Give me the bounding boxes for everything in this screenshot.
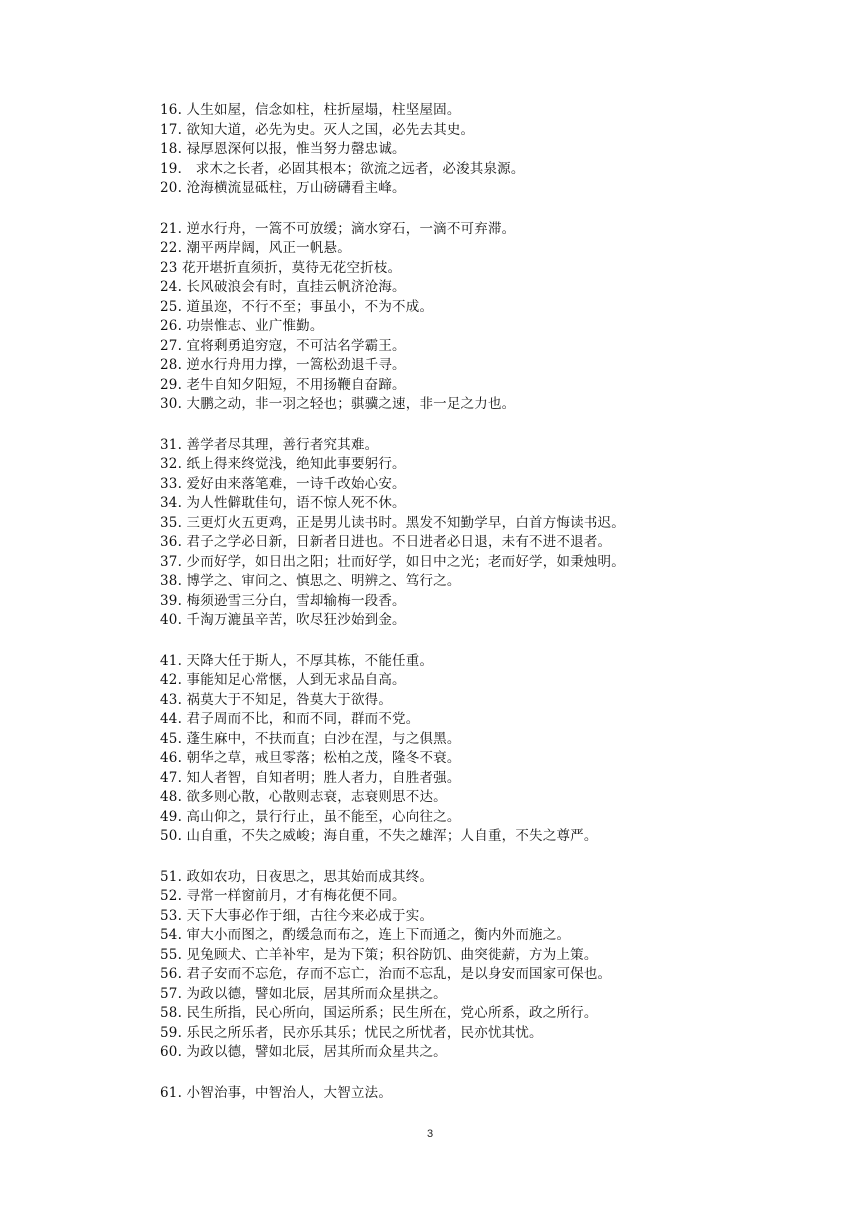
quote-line-49: 49. 高山仰之，景行行止，虽不能至，心向往之。 — [160, 808, 461, 825]
quote-line-42: 42. 事能知足心常惬，人到无求品自高。 — [160, 672, 406, 688]
quote-line-59: 59. 乐民之所乐者，民亦乐其乐；忧民之所忧者，民亦忧其忧。 — [160, 1024, 543, 1041]
quote-line-56: 56. 君子安而不忘危，存而不忘亡，治而不忘乱，是以身安而国家可保也。 — [160, 966, 612, 982]
quote-line-41: 41. 天降大任于斯人，不厚其栋，不能任重。 — [160, 652, 434, 669]
quote-group-21-30 — [160, 220, 810, 415]
quote-line-20: 20. 沧海横流显砥柱，万山磅礴看主峰。 — [160, 180, 406, 196]
quote-line-22: 22. 潮平两岸阔，风正一帆悬。 — [160, 240, 351, 256]
quote-line-28: 28. 逆水行舟用力撑，一篙松劲退千寻。 — [160, 357, 406, 373]
quote-line-61: 61. 小智治事，中智治人，大智立法。 — [160, 1084, 393, 1101]
page-number: 3 — [426, 1128, 434, 1140]
quote-line-25: 25. 道虽迩，不行不至；事虽小，不为不成。 — [160, 298, 434, 315]
quote-line-18: 18. 禄厚恩深何以报，惟当努力罄忠诚。 — [160, 141, 406, 157]
quote-line-26: 26. 功崇惟志、业广惟勤。 — [160, 318, 324, 334]
quote-line-32: 32. 纸上得来终觉浅，绝知此事要躬行。 — [160, 456, 406, 472]
quote-line-60: 60. 为政以德，譬如北辰，居其所而众星共之。 — [160, 1044, 447, 1060]
quote-line-24: 24. 长风破浪会有时，直挂云帆济沧海。 — [160, 279, 406, 295]
quote-line-48: 48. 欲多则心散，心散则志衰，志衰则思不达。 — [160, 789, 447, 805]
quote-line-53: 53. 天下大事必作于细，古往今来必成于实。 — [160, 907, 434, 924]
quote-group-61 — [160, 1084, 810, 1104]
quote-line-30: 30. 大鹏之动，非一羽之轻也；骐骥之速，非一足之力也。 — [160, 396, 516, 412]
quote-line-35: 35. 三更灯火五更鸡，正是男儿读书时。黑发不知勤学早，白首方悔读书迟。 — [160, 514, 625, 531]
quote-group-16-20 — [160, 101, 810, 199]
quote-line-23: 23 花开堪折直须折，莫待无花空折枝。 — [160, 259, 402, 276]
quote-line-45: 45. 蓬生麻中，不扶而直；白沙在涅，与之俱黑。 — [160, 730, 461, 747]
quote-line-39: 39. 梅须逊雪三分白，雪却输梅一段香。 — [160, 592, 406, 609]
quote-line-16: 16. 人生如屋，信念如柱，柱折屋塌，柱坚屋固。 — [160, 102, 461, 118]
quote-line-40: 40. 千淘万漉虽辛苦，吹尽狂沙始到金。 — [160, 612, 406, 628]
quote-list — [160, 101, 810, 1124]
quote-line-55: 55. 见兔顾犬、亡羊补牢，是为下策；积谷防饥、曲突徙薪，方为上策。 — [160, 946, 598, 963]
quote-line-37: 37. 少而好学，如日出之阳；壮而好学，如日中之光；老而好学，如秉烛明。 — [160, 553, 625, 570]
quote-line-52: 52. 寻常一样窗前月，才有梅花便不同。 — [160, 888, 406, 904]
quote-line-36: 36. 君子之学必日新，日新者日进也。不日进者必日退，未有不进不退者。 — [160, 534, 612, 550]
quote-line-44: 44. 君子周而不比，和而不同，群而不党。 — [160, 711, 420, 727]
quote-line-58: 58. 民生所指，民心所向，国运所系；民生所在，党心所系，政之所行。 — [160, 1005, 598, 1021]
quote-line-17: 17. 欲知大道，必先为史。灭人之国，必先去其史。 — [160, 121, 475, 138]
quote-line-43: 43. 祸莫大于不知足，咎莫大于欲得。 — [160, 691, 393, 708]
quote-line-38: 38. 博学之、审问之、慎思之、明辨之、笃行之。 — [160, 573, 461, 589]
quote-group-51-60 — [160, 868, 810, 1063]
quote-line-57: 57. 为政以德，譬如北辰，居其所而众星拱之。 — [160, 985, 447, 1002]
quote-line-31: 31. 善学者尽其理，善行者究其难。 — [160, 436, 379, 453]
quote-line-46: 46. 朝华之草，戒旦零落；松柏之茂，隆冬不衰。 — [160, 750, 461, 766]
quote-line-51: 51. 政如农功，日夜思之，思其始而成其终。 — [160, 868, 434, 885]
quote-line-34: 34. 为人性僻耽佳句，语不惊人死不休。 — [160, 495, 406, 511]
quote-group-31-40 — [160, 436, 810, 631]
quote-line-21: 21. 逆水行舟，一篙不可放缓；滴水穿石，一滴不可弃滞。 — [160, 220, 516, 237]
quote-line-33: 33. 爱好由来落笔难，一诗千改始心安。 — [160, 475, 406, 492]
quote-line-50: 50. 山自重，不失之威峻；海自重，不失之雄浑；人自重，不失之尊严。 — [160, 828, 598, 844]
quote-line-54: 54. 审大小而图之，酌缓急而布之，连上下而通之，衡内外而施之。 — [160, 927, 571, 943]
quote-line-47: 47. 知人者智，自知者明；胜人者力，自胜者强。 — [160, 769, 461, 786]
quote-group-41-50 — [160, 652, 810, 847]
quote-line-27: 27. 宜将剩勇追穷寇，不可沽名学霸王。 — [160, 337, 406, 354]
quote-line-19: 19． 求木之长者，必固其根本；欲流之远者，必浚其泉源。 — [160, 160, 525, 177]
quote-line-29: 29. 老牛自知夕阳短，不用扬鞭自奋蹄。 — [160, 376, 406, 393]
